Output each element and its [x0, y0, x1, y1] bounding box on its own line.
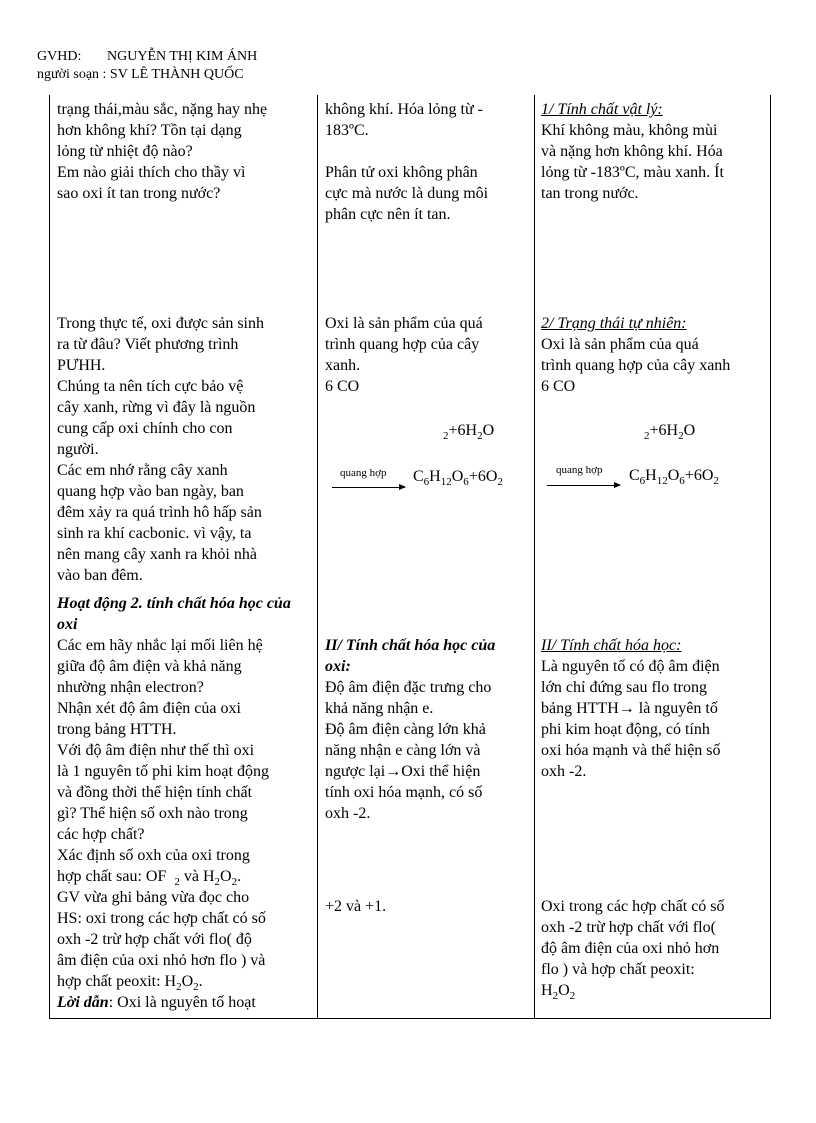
section2-notes: 2/ Trạng thái tự nhiên: Oxi là sản phẩm của quá trình quang hợp của cây xanh 6 CO	[541, 313, 769, 397]
chemical-properties-note-heading: II/ Tính chất hóa học:	[541, 637, 682, 654]
section3-answer: II/ Tính chất hóa học của oxi: Độ âm điện đặc trưng cho khả năng nhận e. Độ âm điện càng lớn khả năng nhận e càng lớn và ngược lại→Oxi thể hiện tính oxi hóa mạnh, có số oxh -2.	[325, 635, 525, 824]
reaction-condition: quang hợp	[556, 464, 603, 476]
section1-notes: 1/ Tính chất vật lý: Khí không màu, không mùi và nặng hơn không khí. Hóa lỏng từ -183ºC, màu xanh. Ít tan trong nước.	[541, 99, 769, 204]
activity2-title: Hoạt động 2. tính chất hóa học của oxi	[57, 595, 291, 633]
table-border-right	[770, 95, 771, 1019]
lesson-table	[49, 95, 770, 1019]
reaction-arrow	[332, 487, 405, 488]
equation-water-term: $_2+6H_2O$	[644, 422, 696, 443]
equation-reactants: 6 CO	[325, 378, 360, 395]
equation-water-term: $_2+6H_2O$	[443, 422, 495, 443]
table-divider-2	[534, 95, 535, 1019]
author-line: người soạn : SV LÊ THÀNH QUỐC	[37, 67, 244, 82]
gvhd-label: GVHD:	[37, 49, 82, 64]
section2-answer: Oxi là sản phẩm của quá trình quang hợp của cây xanh. 6 CO	[325, 313, 525, 397]
reaction-arrow	[547, 485, 620, 486]
oxidation-state-answer: +2 và +1.	[325, 898, 387, 915]
reaction-condition: quang hợp	[340, 467, 387, 479]
peroxide-note: Oxi trong các hợp chất có số oxh -2 trừ hợp chất với flo( độ âm điện của oxi nhỏ hơn flo ) và hợp chất peoxit: $H_2O_2$	[541, 898, 725, 1003]
section2-question: Trong thực tế, oxi được sản sinh ra từ đâu? Viết phương trình PƯHH. Chúng ta nên tích cực bảo vệ cây xanh, rừng vì đây là nguồn cung cấp oxi chính cho con người. Các em nhớ rằng cây xanh quang hợp vào ban ngày, ban đêm xảy ra quá trình hô hấp sản sinh ra khí cacbonic. vì vậy, ta nên mang cây xanh ra khỏi nhà vào ban đêm.	[57, 315, 264, 584]
table-divider-1	[317, 95, 318, 1019]
table-border-bottom	[49, 1018, 771, 1019]
table-border-left	[49, 95, 50, 1019]
teacher-line	[37, 49, 258, 65]
section3-question: Các em hãy nhắc lại mối liên hệ giữa độ âm điện và khả năng nhường nhận electron? Nhận xét độ âm điện của oxi trong bảng HTTH. Với độ âm điện như thế thì oxi là 1 nguyên tố phi kim hoạt động và đồng thời thể hiện tính chất gì? Thể hiện số oxh nào trong các hợp chất? Xác định số oxh của oxi trong hợp chất sau: OF $_2$ và $H_2O_2$. GV vừa ghi bảng vừa đọc cho HS: oxi trong các hợp chất có số oxh -2 trừ hợp chất với flo( độ âm điện của oxi nhỏ hơn flo ) và hợp chất peoxit: $H_2O_2$. Lời dẫn: Oxi là nguyên tố hoạt	[57, 637, 269, 1011]
physical-properties-heading: 1/ Tính chất vật lý:	[541, 101, 663, 118]
section1-question: trạng thái,màu sắc, nặng hay nhẹ hơn không khí? Tồn tại dạng lỏng từ nhiệt độ nào? Em nào giải thích cho thầy vì sao oxi ít tan trong nước?	[57, 101, 268, 202]
section1-answer: không khí. Hóa lỏng từ - 183ºC. Phân tử oxi không phân cực mà nước là dung môi phân cực nên ít tan.	[325, 101, 489, 223]
equation-products: $C_6H_{12}O_6+6O_2$	[413, 468, 503, 489]
equation-reactants: 6 CO	[541, 378, 576, 395]
equation-products: $C_6H_{12}O_6+6O_2$	[629, 467, 719, 488]
natural-state-heading: 2/ Trạng thái tự nhiên:	[541, 315, 687, 332]
section3-notes: II/ Tính chất hóa học: Là nguyên tố có độ âm điện lớn chỉ đứng sau flo trong bảng HTTH→ là nguyên tố phi kim hoạt động, có tính oxi hóa mạnh và thể hiện số oxh -2.	[541, 635, 769, 782]
chemical-properties-heading: II/ Tính chất hóa học của oxi:	[325, 637, 496, 675]
loi-dan-label: Lời dẫn	[57, 994, 109, 1011]
teacher-name: NGUYỄN THỊ KIM ÁNH	[107, 49, 258, 64]
